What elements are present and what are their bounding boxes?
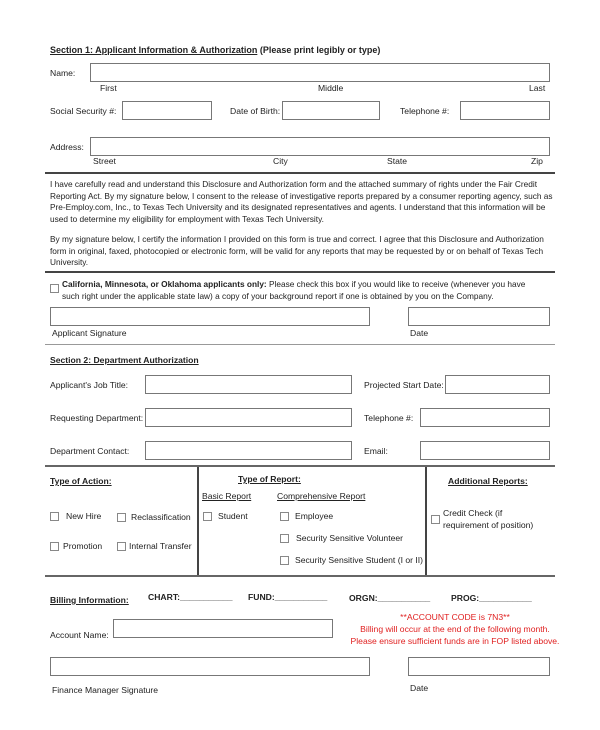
divider xyxy=(45,575,555,577)
section1-note: (Please print legibly or type) xyxy=(259,45,381,55)
job-title-label: Applicant's Job Title: xyxy=(50,380,129,390)
reclassification-checkbox[interactable] xyxy=(117,513,126,522)
telephone-label: Telephone #: xyxy=(400,106,450,116)
requesting-department-input[interactable] xyxy=(145,408,352,427)
section1-title-text: Section 1: Applicant Information & Authorization xyxy=(50,45,258,55)
ssv-checkbox[interactable] xyxy=(280,534,289,543)
internal-transfer-label: Internal Transfer xyxy=(129,541,192,551)
applicant-date-label: Date xyxy=(410,328,429,338)
ssn-input[interactable] xyxy=(122,101,212,120)
divider xyxy=(45,465,555,467)
finance-date-input[interactable] xyxy=(408,657,550,676)
last-label: Last xyxy=(529,83,546,93)
employee-label: Employee xyxy=(295,511,334,521)
dob-label: Date of Birth: xyxy=(230,106,281,116)
chart-field[interactable]: CHART:___________ xyxy=(148,592,233,602)
department-contact-input[interactable] xyxy=(145,441,352,460)
account-name-input[interactable] xyxy=(113,619,333,638)
state-label: State xyxy=(387,156,408,166)
state-copy-body: Please check this box if you would like to receive (whenever you have such right under the applicable state law) a copy of your background report if one is obtained by you on the Company. xyxy=(62,279,526,301)
telephone-input[interactable] xyxy=(460,101,550,120)
promotion-checkbox[interactable] xyxy=(50,542,59,551)
billing-title: Billing Information: xyxy=(50,595,129,605)
comprehensive-report-label: Comprehensive Report xyxy=(277,491,366,501)
column-divider xyxy=(425,467,427,575)
city-label: City xyxy=(273,156,288,166)
credit-check-label-2: requirement of position) xyxy=(443,520,534,530)
dept-telephone-input[interactable] xyxy=(420,408,550,427)
internal-transfer-checkbox[interactable] xyxy=(117,542,126,551)
dept-telephone-label: Telephone #: xyxy=(364,413,414,423)
email-input[interactable] xyxy=(420,441,550,460)
account-name-label: Account Name: xyxy=(50,630,109,640)
middle-label: Middle xyxy=(318,83,344,93)
prog-field[interactable]: PROG:___________ xyxy=(451,593,532,603)
email-label: Email: xyxy=(364,446,388,456)
certification-paragraph: By my signature below, I certify the information I provided on this form is true and correct. I agree that this Disclosure and Authorization form in original, faxed, photocopied or electronic form, will be valid for any reports that may be requested by or on behalf of Texas Tech University. xyxy=(50,234,544,267)
divider xyxy=(45,271,555,273)
employee-checkbox[interactable] xyxy=(280,512,289,521)
billing-notice: Billing will occur at the end of the following month. xyxy=(360,624,550,634)
name-input[interactable] xyxy=(90,63,550,82)
requesting-department-label: Requesting Department: xyxy=(50,413,144,423)
disclosure-paragraph: I have carefully read and understand this Disclosure and Authorization form and the attached summary of rights under the Fair Credit Reporting Act. By my signature below, I consent to the release of investigative reports prepared by a consumer reporting agency, such as Pre-Employ.com, Inc., to Texas Tech University and its designated representatives and agents. I understand that this information will be used to determine my eligibility for employment with Texas Tech University. xyxy=(50,179,553,224)
state-copy-bold: California, Minnesota, or Oklahoma applicants only: xyxy=(62,279,267,289)
finance-date-label: Date xyxy=(410,683,429,693)
type-of-action-title: Type of Action: xyxy=(50,476,112,486)
student-checkbox[interactable] xyxy=(203,512,212,521)
section1-title xyxy=(50,45,380,55)
basic-report-label: Basic Report xyxy=(202,491,252,501)
department-contact-label: Department Contact: xyxy=(50,446,130,456)
account-code-notice: **ACCOUNT CODE is 7N3** xyxy=(400,612,510,622)
first-label: First xyxy=(100,83,117,93)
column-divider xyxy=(197,467,199,575)
sss-checkbox[interactable] xyxy=(280,556,289,565)
divider xyxy=(45,172,555,174)
reclassification-label: Reclassification xyxy=(131,512,191,522)
state-copy-text xyxy=(62,279,542,302)
sss-label: Security Sensitive Student (I or II) xyxy=(295,555,424,565)
student-label: Student xyxy=(218,511,248,521)
ssn-label: Social Security #: xyxy=(50,106,117,116)
finance-signature-label: Finance Manager Signature xyxy=(52,685,159,695)
applicant-date-input[interactable] xyxy=(408,307,550,326)
applicant-signature-label: Applicant Signature xyxy=(52,328,127,338)
new-hire-checkbox[interactable] xyxy=(50,512,59,521)
street-label: Street xyxy=(93,156,116,166)
finance-signature-input[interactable] xyxy=(50,657,370,676)
divider xyxy=(45,344,555,345)
dob-input[interactable] xyxy=(282,101,380,120)
applicant-signature-input[interactable] xyxy=(50,307,370,326)
fund-field[interactable]: FUND:___________ xyxy=(248,592,328,602)
start-date-input[interactable] xyxy=(445,375,550,394)
ssv-label: Security Sensitive Volunteer xyxy=(296,533,404,543)
state-copy-checkbox[interactable] xyxy=(50,284,59,293)
orgn-field[interactable]: ORGN:___________ xyxy=(349,593,431,603)
address-label: Address: xyxy=(50,142,84,152)
credit-check-checkbox[interactable] xyxy=(431,515,440,524)
address-input[interactable] xyxy=(90,137,550,156)
type-of-report-title: Type of Report: xyxy=(238,474,301,484)
start-date-label: Projected Start Date: xyxy=(364,380,444,390)
section2-title: Section 2: Department Authorization xyxy=(50,355,199,365)
zip-label: Zip xyxy=(531,156,543,166)
credit-check-label: Credit Check (if xyxy=(443,508,503,518)
funds-notice: Please ensure sufficient funds are in FOP listed above. xyxy=(350,636,560,646)
job-title-input[interactable] xyxy=(145,375,352,394)
additional-reports-title: Additional Reports: xyxy=(448,476,528,486)
promotion-label: Promotion xyxy=(63,541,103,551)
name-label: Name: xyxy=(50,68,76,78)
new-hire-label: New Hire xyxy=(66,511,102,521)
